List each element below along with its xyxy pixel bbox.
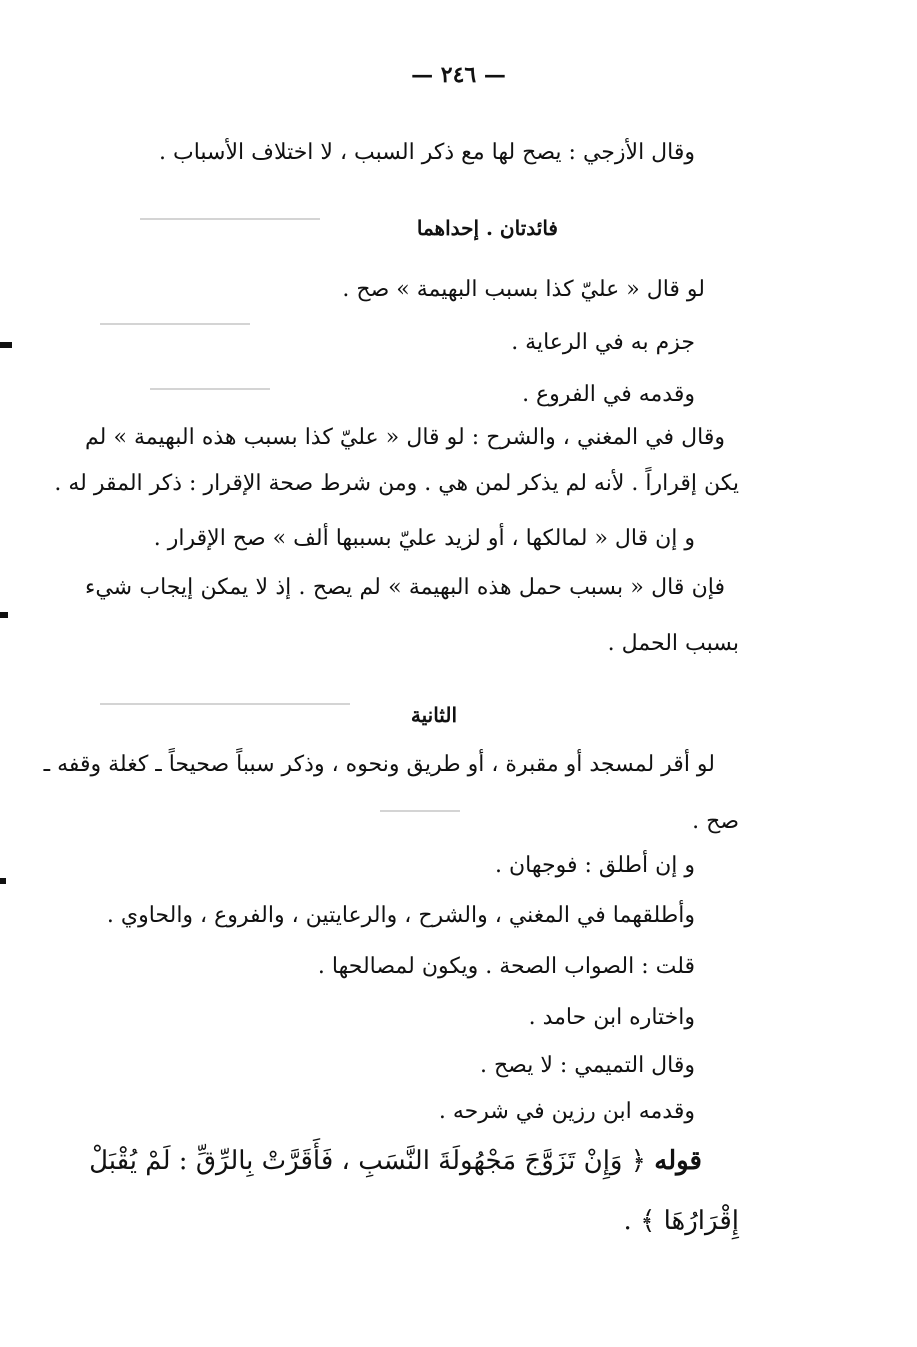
text-line-14: قلت : الصواب الصحة . ويكون لمصالحها . (317, 954, 695, 979)
text-line-12: و إن أطلق : فوجهان . (495, 853, 695, 878)
text-line-15: واختاره ابن حامد . (528, 1005, 695, 1030)
text-line-4: وقدمه في الفروع . (522, 382, 695, 407)
text-line-2: لو قال « عليّ كذا بسبب البهيمة » صح . (342, 277, 705, 302)
scan-edge-mark (0, 878, 6, 884)
text-line-7: و إن قال « لمالكها ، أو لزيد عليّ بسببها ألف » صح الإقرار . (153, 526, 695, 551)
quran-lead-word: قوله (654, 1146, 702, 1176)
scan-noise (140, 218, 320, 220)
text-line-13: وأطلقهما في المغني ، والشرح ، والرعايتين ، والفروع ، والحاوي . (106, 903, 695, 928)
text-line-6: يكن إقراراً . لأنه لم يذكر لمن هي . ومن شرط صحة الإقرار : ذكر المقر له . (54, 471, 739, 496)
quran-verse-line-1 (89, 1143, 702, 1179)
page-number: — ٢٤٦ — (411, 62, 506, 88)
text-line-9: بسبب الحمل . (607, 631, 739, 656)
text-line-10: لو أقر لمسجد أو مقبرة ، أو طريق ونحوه ، وذكر سبباً صحيحاً ـ كغلة وقفه ـ (43, 752, 715, 777)
text-line-5: وقال في المغني ، والشرح : لو قال « عليّ كذا بسبب هذه البهيمة » لم (85, 425, 725, 450)
quran-verse-text: ﴿ وَإِنْ تَزَوَّجَ مَجْهُولَةَ النَّسَبِ ، فَأَقَرَّتْ بِالرِّقِّ : لَمْ يُقْبَلْ (89, 1146, 646, 1176)
scan-noise (100, 703, 350, 705)
scan-edge-mark (0, 612, 8, 618)
text-line-3: جزم به في الرعاية . (511, 330, 695, 355)
scan-noise (100, 323, 250, 325)
text-line-8: فإن قال « بسبب حمل هذه البهيمة » لم يصح . إذ لا يمكن إيجاب شيء (85, 575, 725, 600)
scan-noise (380, 810, 460, 812)
section-heading-second: الثانية (410, 703, 457, 727)
scan-noise (150, 388, 270, 390)
text-line-11: صح . (692, 809, 739, 834)
scan-edge-mark (0, 342, 12, 348)
section-heading-two-benefits: فائدتان . إحداهما (416, 216, 558, 240)
text-line-16: وقال التميمي : لا يصح . (479, 1053, 695, 1078)
text-line-1: وقال الأزجي : يصح لها مع ذكر السبب ، لا اختلاف الأسباب . (159, 140, 695, 165)
text-line-17: وقدمه ابن رزين في شرحه . (438, 1099, 695, 1124)
quran-verse-line-2: إِقْرَارُهَا ﴾ . (623, 1206, 739, 1236)
